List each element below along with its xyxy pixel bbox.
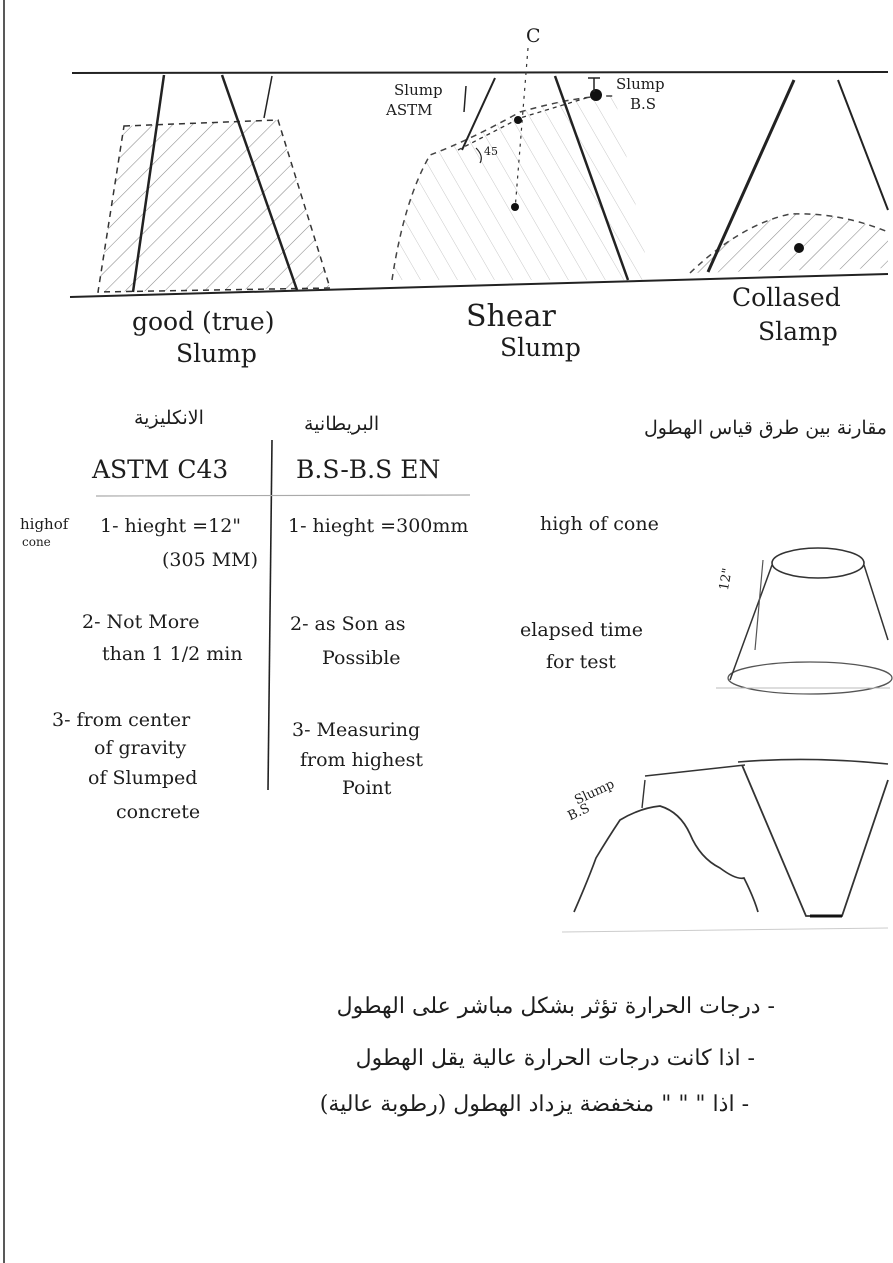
shear-slump-label-2: Slump <box>500 333 581 362</box>
cone-sketch <box>716 548 892 694</box>
row2-bs-2: Possible <box>322 647 401 669</box>
collapsed-slump-diagram <box>690 80 888 273</box>
row1-side-label-1: highof <box>20 515 69 533</box>
arabic-note-3: - اذا " " " منخفضة يزداد الهطول (رطوبة عالية) <box>319 1092 749 1117</box>
collapsed-slump-label-1: Collased <box>732 283 841 312</box>
col-astm-arabic: الانكليزية <box>134 407 204 429</box>
row1-side-label-2: cone <box>22 535 51 549</box>
row3-astm-2: of gravity <box>94 737 187 759</box>
slump-bs-label-1: Slump <box>616 75 665 93</box>
cone-dimension-label: 12" <box>716 566 736 592</box>
comparison-heading: مقارنة بين طرق قياس الهطول <box>643 417 887 439</box>
table-horizontal-rule <box>96 495 470 496</box>
row3-bs-2: from highest <box>300 749 423 771</box>
row3-astm-3: of Slumped <box>88 767 198 789</box>
row1-bs-1: 1- hieght =300mm <box>288 515 469 537</box>
top-reference-line <box>72 72 888 73</box>
arabic-note-2: - اذا كانت درجات الحرارة عالية يقل الهطول <box>355 1046 755 1071</box>
row3-astm-1: 3- from center <box>52 709 191 731</box>
table-vertical-rule <box>268 440 272 790</box>
row3-bs-1: 3- Measuring <box>292 719 421 741</box>
row2-bs-1: 2- as Son as <box>290 613 406 635</box>
point-c-label: C <box>526 25 541 47</box>
row2-note-2: for test <box>546 651 616 673</box>
slump-bs-sketch-label-1: Slump <box>572 776 617 809</box>
slump-astm-label-1: Slump <box>394 81 443 99</box>
collapsed-slump-label-2: Slamp <box>758 317 838 346</box>
slump-astm-label-2: ASTM <box>386 101 433 119</box>
row3-bs-3: Point <box>342 777 392 799</box>
row3-astm-4: concrete <box>116 801 201 823</box>
true-slump-label-2: Slump <box>176 339 257 368</box>
row1-astm-2: (305 MM) <box>162 549 259 571</box>
row1-astm-1: 1- hieght =12" <box>100 515 242 537</box>
true-slump-label-1: good (true) <box>132 307 275 336</box>
row2-astm-1: 2- Not More <box>82 611 200 633</box>
col-bs-header: B.S-B.S EN <box>296 455 441 484</box>
shear-slump-label-1: Shear <box>466 299 556 334</box>
row2-astm-2: than 1 1/2 min <box>102 643 243 665</box>
arabic-note-1: - درجات الحرارة تؤثر بشكل مباشر على الهطول <box>336 994 775 1019</box>
col-astm-header: ASTM C43 <box>92 455 229 484</box>
slump-bs-label-2: B.S <box>630 95 657 113</box>
true-slump-diagram <box>98 75 330 292</box>
angle-label: 45 <box>484 145 498 158</box>
row1-note-1: high of cone <box>540 513 659 535</box>
slump-bs-sketch-label-2: B.S <box>565 801 593 825</box>
col-bs-arabic: البريطانية <box>304 413 380 435</box>
row2-note-1: elapsed time <box>520 619 643 641</box>
